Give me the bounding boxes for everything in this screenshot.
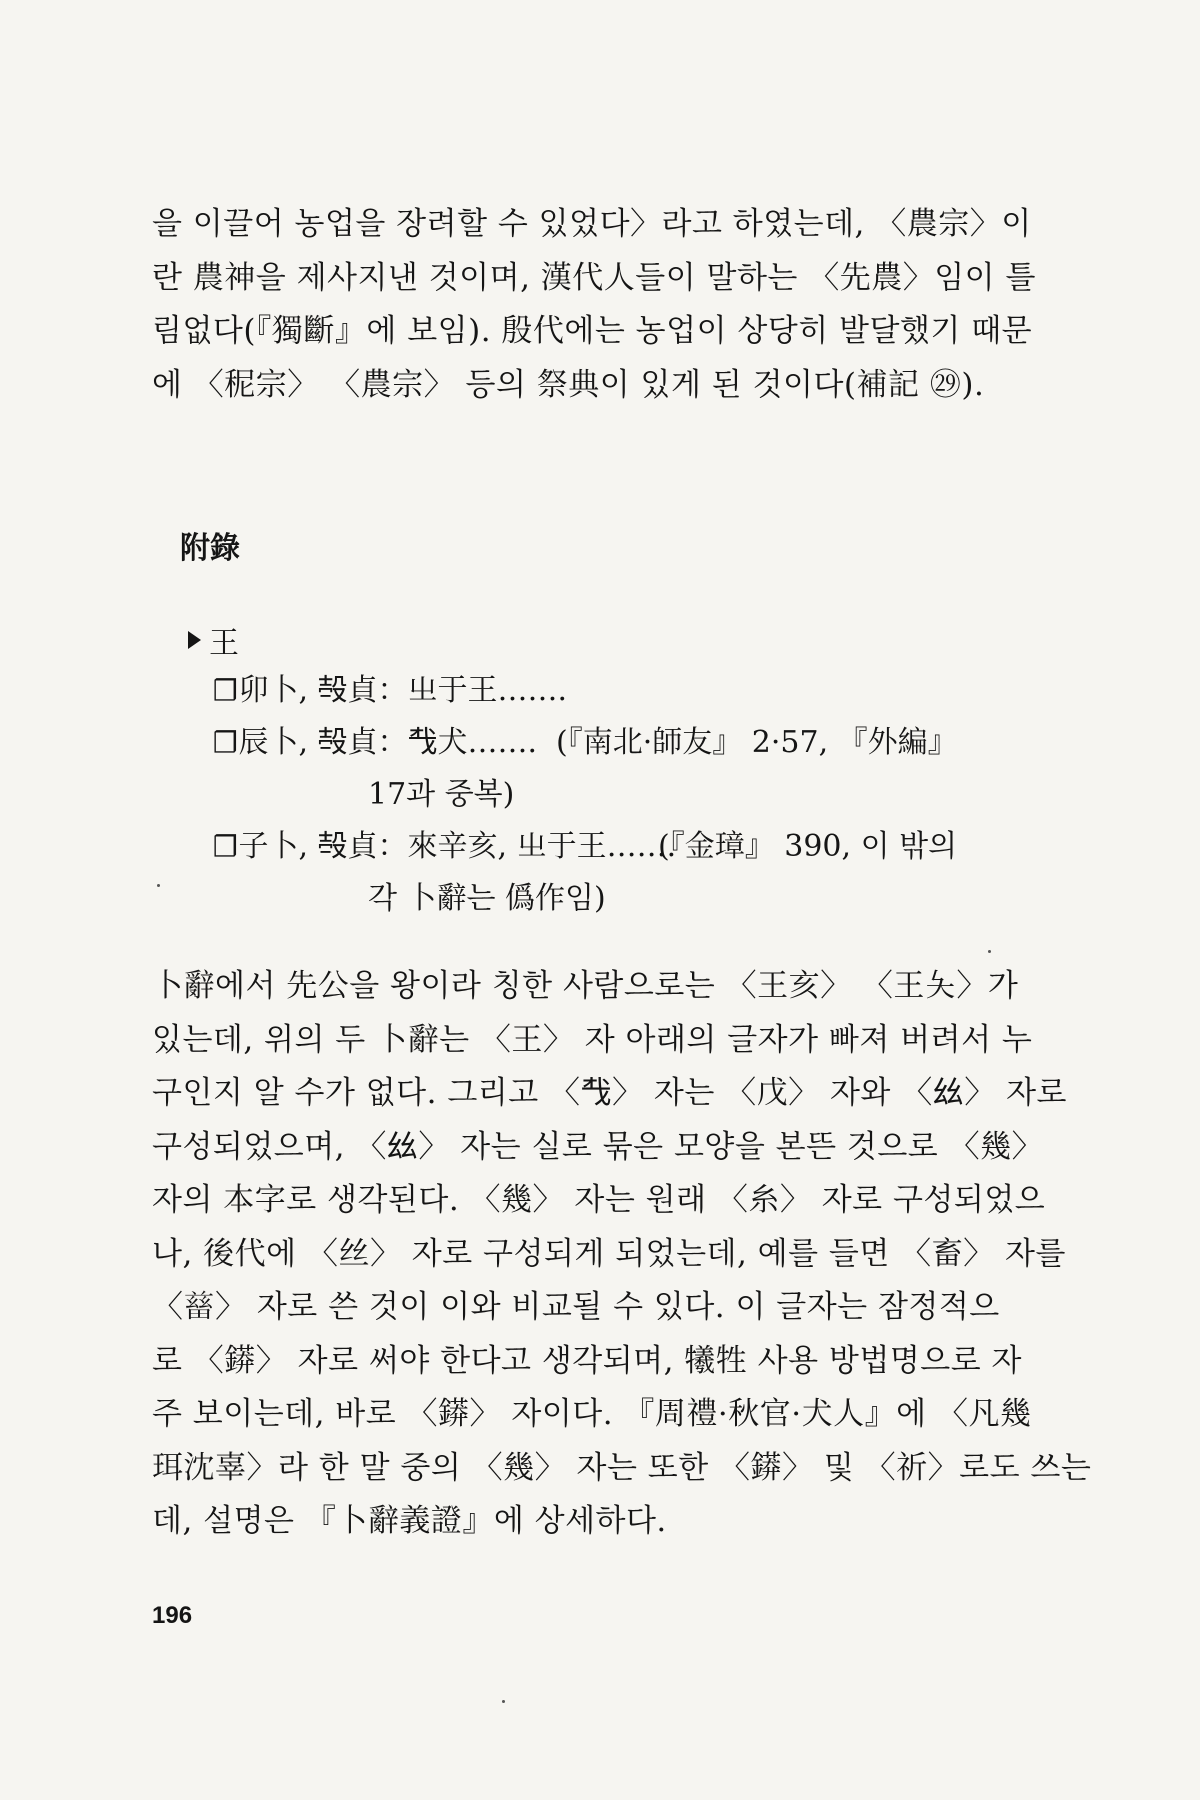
text-line: 나, 後代에 〈丝〉 자로 구성되게 되었는데, 예를 들면 〈畜〉 자를 [152, 1235, 1066, 1272]
inscription-row-continued [188, 769, 515, 821]
inscription-text: ☐卯卜, 𣪊貞：㞢于王……. [212, 673, 568, 708]
text-line: 卜辭에서 先公을 왕이라 칭한 사람으로는 〈王亥〉 〈王夨〉가 [152, 968, 1019, 1004]
inscription-row [188, 717, 958, 769]
text-line: 로 〈䥈〉 자로 써야 한다고 생각되며, 犧牲 사용 방법명으로 자 [152, 1342, 1022, 1379]
paragraph-top [152, 198, 1057, 412]
text-line: 란 農神을 제사지낸 것이며, 漢代人들이 말하는 〈先農〉임이 틀 [152, 259, 1036, 296]
text-line: 에 〈秜宗〉 〈農宗〉 등의 祭典이 있게 된 것이다(補記 ㉙). [152, 366, 985, 403]
triangle-bullet-icon [188, 631, 201, 649]
text-line: 을 이끌어 농업을 장려할 수 있었다〉라고 하였는데, 〈農宗〉이 [152, 206, 1032, 242]
text-line: 데, 설명은 『卜辭義證』에 상세하다. [152, 1503, 667, 1539]
text-line: 〈𤲸〉 자로 쓴 것이 이와 비교될 수 있다. 이 글자는 잠정적으 [152, 1289, 1000, 1325]
inscription-row-continued [188, 873, 606, 925]
paragraph-bottom [152, 960, 1092, 1549]
inscription-source-continued: 각 卜辭는 僞作임) [368, 881, 606, 916]
text-line: 자의 本字로 생각된다. 〈幾〉 자는 원래 〈糸〉 자로 구성되었으 [152, 1182, 1046, 1218]
appendix-heading: 附錄 [180, 531, 240, 566]
text-line: 림없다(『獨斷』에 보임). 殷代에는 농업이 상당히 발달했기 때문 [152, 313, 1033, 349]
entry-title-row [188, 615, 239, 665]
inscription-row [188, 665, 568, 717]
inscription-source: (『南北·師友』 2·57, 『外編』 [556, 725, 958, 760]
scan-speck [157, 884, 160, 887]
text-line: 구성되었으며, 〈𢆶〉 자는 실로 묶은 모양을 본뜬 것으로 〈幾〉 [152, 1128, 1044, 1165]
page-number: 196 [152, 1602, 193, 1629]
inscription-text: ☐辰卜, 𣪊貞：𢦔犬……. [212, 725, 538, 760]
text-line: 珥沈辜〉라 한 말 중의 〈幾〉 자는 또한 〈䥈〉 및 〈祈〉로도 쓰는 [152, 1449, 1092, 1486]
inscription-row [188, 821, 958, 873]
entry-title: 王 [209, 626, 239, 661]
text-line: 주 보이는데, 바로 〈䥈〉 자이다. 『周禮·秋官·犬人』에 〈凡幾 [152, 1396, 1032, 1432]
scan-speck [502, 1700, 505, 1703]
text-line: 구인지 알 수가 없다. 그리고 〈𢦔〉 자는 〈戊〉 자와 〈𢆶〉 자로 [152, 1075, 1067, 1111]
inscription-source-continued: 17과 중복) [368, 777, 515, 812]
inscription-text: ☐子卜, 𣪊貞：來辛亥, 㞢于王……. [212, 829, 677, 864]
appendix-entries [188, 615, 958, 925]
text-line: 있는데, 위의 두 卜辭는 〈王〉 자 아래의 글자가 빠져 버려서 누 [152, 1021, 1033, 1058]
scan-speck [988, 950, 991, 953]
inscription-source: (『金璋』 390, 이 밖의 [658, 829, 958, 864]
